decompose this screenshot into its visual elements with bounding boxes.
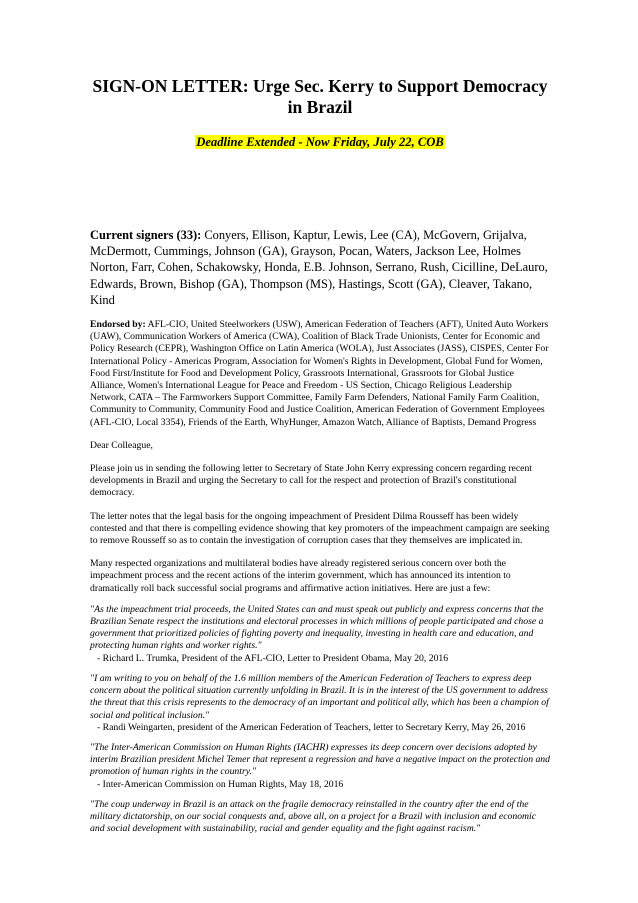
quote-block (90, 742, 550, 791)
quote-text: "The Inter-American Commission on Human Rights (IACHR) expresses its deep concern over decisions adopted by interim Brazilian president Michel Temer that represent a regression and have a negative impact on the protection and promotion of human rights in the country." (90, 741, 550, 778)
quote-attribution: - Randi Weingarten, president of the American Federation of Teachers, letter to Secretary Kerry, May 26, 2016 (97, 721, 526, 733)
quote-block (90, 604, 550, 665)
salutation: Dear Colleague, (90, 439, 153, 451)
quote-attribution: - Inter-American Commission on Human Rights, May 18, 2016 (97, 778, 344, 790)
letter-page (90, 76, 550, 835)
quote-text: "The coup underway in Brazil is an attack on the fragile democracy reinstalled in the country after the end of the military dictatorship, on our social conquests and, above all, on a project for a Brazil with inclusion and economic and social development with sustainability, racial and gender equality and the fight against racism." (90, 798, 537, 835)
signers-list: Conyers, Ellison, Kaptur, Lewis, Lee (CA), McGovern, Grijalva, McDermott, Cummings, Johnson (GA), Grayson, Pocan, Waters, Jackson Lee, Holmes Norton, Farr, Cohen, Schakowsky, Honda, E.B. Johnson, Serrano, Rush, Cicilline, DeLauro, Edwards, Brown, Bishop (GA), Thompson (MS), Hastings, Scott (GA), Cleaver, Takano, Kind (90, 228, 548, 307)
quote-block (90, 673, 550, 734)
page-title: SIGN-ON LETTER: Urge Sec. Kerry to Support Democracy in Brazil (92, 76, 548, 117)
quote-block (90, 799, 550, 836)
body-paragraph: The letter notes that the legal basis for the ongoing impeachment of President Dilma Rousseff has been widely contested and that there is compelling evidence showing that key promoters of the impeachment campaign are seeking to remove Rousseff so as to contain the investigation of corruption cases that they themselves are implicated in. (90, 510, 550, 547)
signers-label: Current signers (33): (90, 228, 202, 242)
quote-attribution: - Richard L. Trumka, President of the AFL-CIO, Letter to President Obama, May 20, 2016 (97, 652, 449, 664)
quote-text: "As the impeachment trial proceeds, the United States can and must speak out publicly and express concerns that the Brazilian Senate respect the institutions and electoral processes in which millions of people participated and chose a government that prioritized policies of fighting poverty and inequality, investing in health care and education, and protecting human rights and worker rights." (90, 603, 544, 652)
endorsed-by (90, 319, 550, 429)
quote-text: "I am writing to you on behalf of the 1.6 million members of the American Federation of Teachers to express deep concern about the political situation currently unfolding in Brazil. It is in the interest of the US government to address the threat that this crisis represents to the democracy of an important and political ally, which has been a champion of social and political inclusion." (90, 672, 549, 721)
deadline-text: Deadline Extended - Now Friday, July 22, COB (196, 135, 444, 149)
endorsed-list: AFL-CIO, United Steelworkers (USW), American Federation of Teachers (AFT), United Auto Workers (UAW), Communication Workers of America (CWA), Coalition of Black Trade Unionists, Center for Economic and Policy Research (CEPR), Washington Office on Latin America (WOLA), Just Associates (JASS), CISPES, Center For International Policy - Americas Program, Association for Women's Rights in Development, Global Fund for Women, Food First/Institute for Food and Development Policy, Grassroots International, Grassroots for Global Justice Alliance, Women's International League for Peace and Freedom - US Section, Chicago Religious Leadership Network, CATA – The Farmworkers Support Committee, Family Farm Defenders, National Family Farm Coalition, Community to Community, Community Food and Justice Coalition, American Federation of Government Employees (AFL-CIO, Local 3354), Friends of the Earth, WhyHunger, Amazon Watch, Alliance of Baptists, Demand Progress (90, 319, 549, 428)
deadline-notice (90, 133, 550, 151)
body-paragraph: Please join us in sending the following letter to Secretary of State John Kerry expressing concern regarding recent developments in Brazil and urging the Secretary to call for the respect and protection of Brazil's constitutional democracy. (90, 463, 532, 499)
body-paragraph: Many respected organizations and multilateral bodies have already registered serious concern over both the impeachment process and the recent actions of the interim government, which has announced its intention to dramatically roll back successful social programs and affirmative action initiatives. Here are just a few: (90, 558, 511, 594)
current-signers (90, 227, 550, 308)
endorsed-label: Endorsed by: (90, 319, 146, 331)
